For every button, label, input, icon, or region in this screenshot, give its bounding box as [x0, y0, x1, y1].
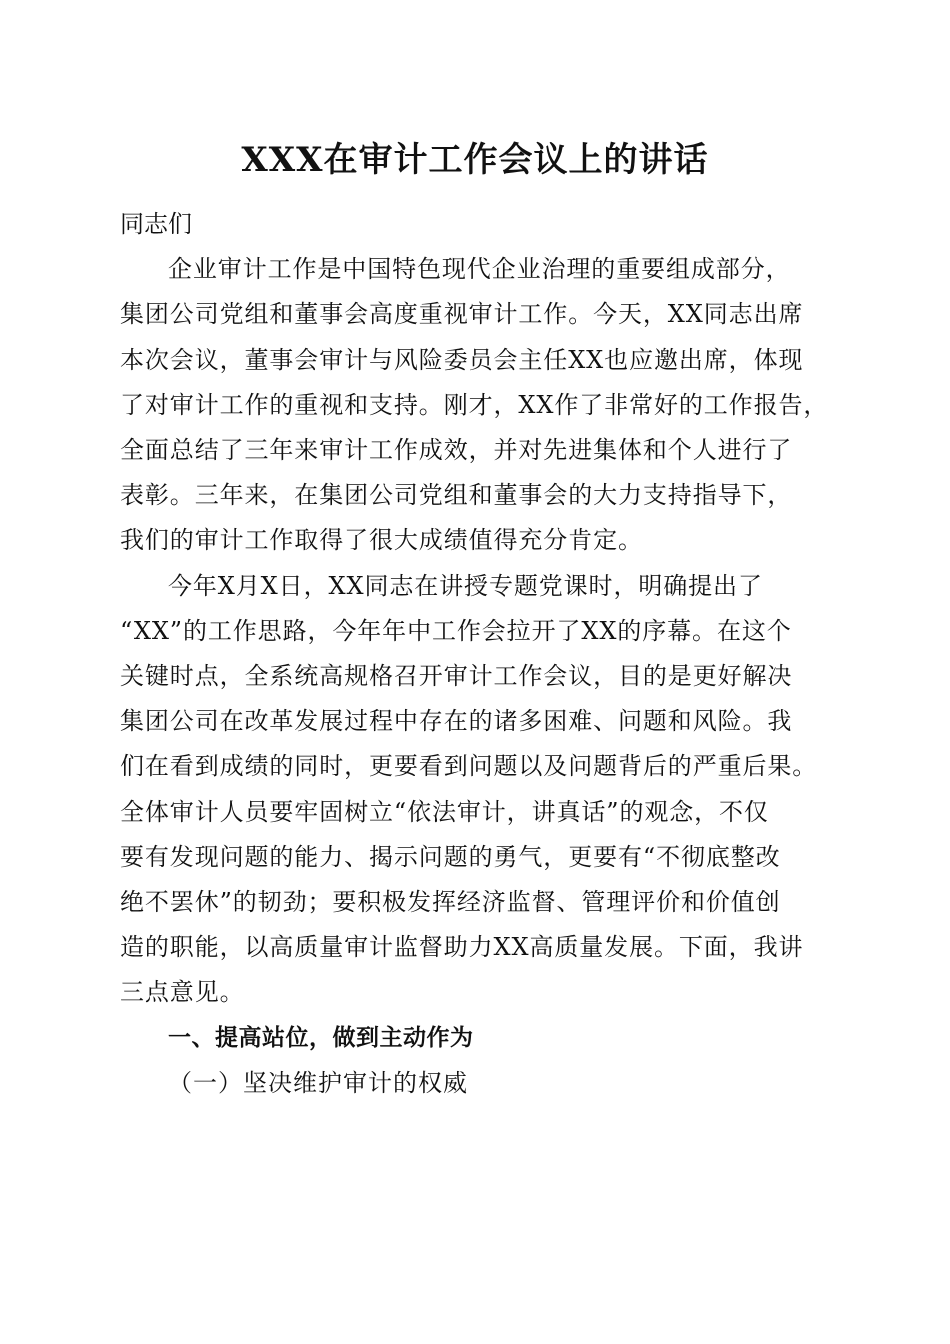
paragraph-line: 集团公司党组和董事会高度重视审计工作。今天，XX同志出席: [120, 300, 804, 329]
section-heading: 一、提高站位，做到主动作为: [168, 1024, 474, 1051]
document-body: [120, 202, 840, 1106]
paragraph-2: [120, 564, 840, 1016]
paragraph-1: [120, 247, 840, 563]
greeting: 同志们: [120, 210, 192, 238]
paragraph-line: 绝不罢休”的韧劲；要积极发挥经济监督、管理评价和价值创: [120, 888, 781, 917]
document-title: XXX在审计工作会议上的讲话: [241, 140, 709, 180]
paragraph-line: 表彰。三年来，在集团公司党组和董事会的大力支持指导下，: [120, 481, 793, 510]
subsection-heading: （一）坚决维护审计的权威: [168, 1068, 468, 1097]
paragraph-line: 关键时点，全系统高规格召开审计工作会议，目的是更好解决: [120, 662, 793, 691]
paragraph-line: 今年X月X日，XX同志在讲授专题党课时，明确提出了: [168, 571, 763, 600]
paragraph-line: 全面总结了三年来审计工作成效，并对先进集体和个人进行了: [120, 436, 793, 465]
paragraph-line: 们在看到成绩的同时，更要看到问题以及问题背后的严重后果。: [120, 752, 818, 781]
paragraph-line: 集团公司在改革发展过程中存在的诸多困难、问题和风险。我: [120, 707, 793, 736]
paragraph-line: 要有发现问题的能力、揭示问题的勇气，更要有“不彻底整改: [120, 842, 781, 871]
paragraph-line: 我们的审计工作取得了很大成绩值得充分肯定。: [120, 526, 643, 555]
paragraph-line: 本次会议，董事会审计与风险委员会主任XX也应邀出席，体现: [120, 345, 804, 374]
paragraph-line: 三点意见。: [120, 978, 245, 1007]
paragraph-line: 企业审计工作是中国特色现代企业治理的重要组成部分，: [168, 255, 791, 284]
paragraph-line: 造的职能，以高质量审计监督助力XX高质量发展。下面，我讲: [120, 933, 804, 962]
paragraph-line: 全体审计人员要牢固树立“依法审计，讲真话”的观念，不仅: [120, 797, 769, 826]
paragraph-line: 了对审计工作的重视和支持。刚才，XX作了非常好的工作报告，: [120, 390, 829, 419]
paragraph-line: “XX”的工作思路，今年年中工作会拉开了XX的序幕。在这个: [120, 616, 792, 645]
